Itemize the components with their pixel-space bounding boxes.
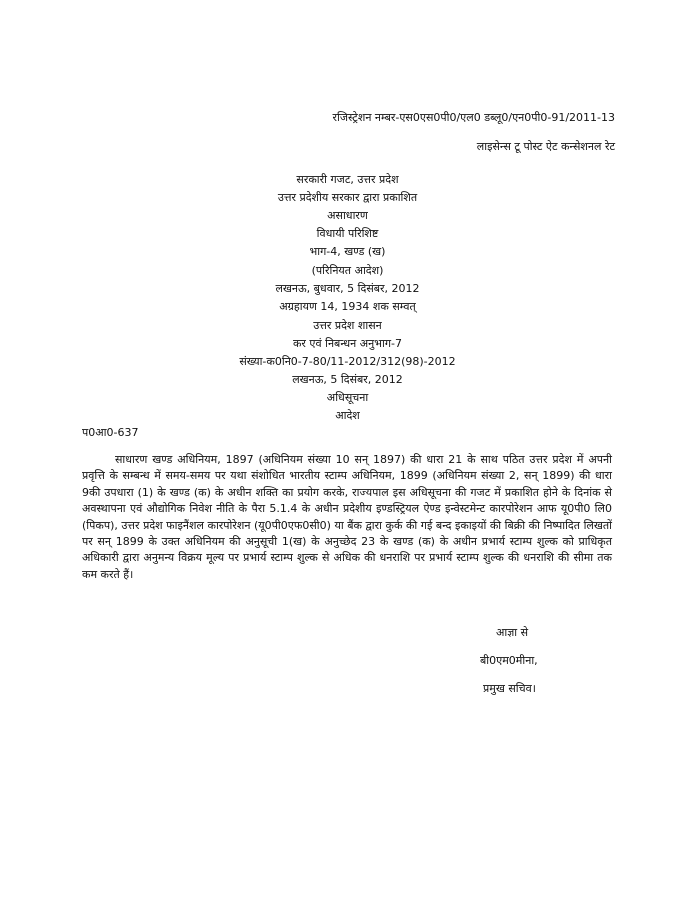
notification-label: अधिसूचना <box>326 391 369 404</box>
publisher-line: उत्तर प्रदेशीय सरकार द्वारा प्रकाशित <box>277 191 418 204</box>
extraordinary-label: असाधारण <box>327 209 368 222</box>
saka-date: अग्रहायण 14, 1934 शक सम्वत् <box>279 300 416 313</box>
government-name: उत्तर प्रदेश शासन <box>313 319 382 332</box>
reference-number: प0आ0-637 <box>82 426 139 439</box>
department-section: कर एवं निबन्धन अनुभाग-7 <box>292 337 403 350</box>
license-line: लाइसेन्स टू पोस्ट ऐट कन्सेशनल रेट <box>476 140 615 153</box>
supplement-label: विधायी परिशिष्ट <box>316 227 379 240</box>
gazette-name: सरकारी गजट, उत्तर प्रदेश <box>296 173 399 186</box>
signatory-designation: प्रमुख सचिव। <box>483 682 536 695</box>
statutory-order-label: (परिनियत आदेश) <box>311 264 384 277</box>
signatory-name: बी0एम0मीना, <box>480 654 538 667</box>
order-label: आदेश <box>335 409 360 422</box>
order-paragraph: साधारण खण्ड अधिनियम, 1897 (अधिनियम संख्या 10 सन् 1897) की धारा 21 के साथ पठित उत्तर प्रदेश में अपनी प्रवृत्ति के सम्बन्ध में समय-समय पर यथा संशोधित भारतीय स्टाम्प अधिनियम, 1899 (अधिनियम संख्या 2, सन् 1899) की धारा 9की उपधारा (1) के खण्ड (क) के अधीन शक्ति का प्रयोग करके, राज्यपाल इस अधिसूचना की गजट में प्रकाशित होने के दिनांक से अवस्थापना एवं औद्योगिक निवेश नीति के पैरा 5.1.4 के अधीन प्रदेशीय इण्डस्ट्रियल ऐण्ड इन्वेस्टमेन्ट कारपोरेशन आफ यू0पी0 लि0 (पिकप), उत्तर प्रदेश फाइनैंशल कारपोरेशन (यू0पी0एफ0सी0) या बैंक द्वारा कुर्क की गई बन्द इकाइयों की बिक्री की निष्पादित लिखतों पर सन् 1899 के उक्त अधिनियम की अनुसूची 1(ख) के अनुच्छेद 23 के खण्ड (क) के अधीन प्रभार्य स्टाम्प शुल्क को प्राधिकृत अधिकारी द्वारा अनुमन्य विक्रय मूल्य पर प्रभार्य स्टाम्प शुल्क से अधिक की धनराशि पर प्रभार्य स्टाम्प शुल्क की धनराशि की सीमा तक कम करते हैं। <box>82 453 612 581</box>
order-date: लखनऊ, 5 दिसंबर, 2012 <box>292 373 403 386</box>
part-section: भाग-4, खण्ड (ख) <box>309 245 386 258</box>
registration-number: रजिस्ट्रेशन नम्बर-एस0एस0पी0/एल0 डब्लू0/एन0पी0-91/2011-13 <box>332 111 615 124</box>
order-number: संख्या-क0नि0-7-80/11-2012/312(98)-2012 <box>239 355 456 368</box>
by-order-label: आज्ञा से <box>496 626 529 639</box>
publication-date: लखनऊ, बुधवार, 5 दिसंबर, 2012 <box>275 282 420 295</box>
